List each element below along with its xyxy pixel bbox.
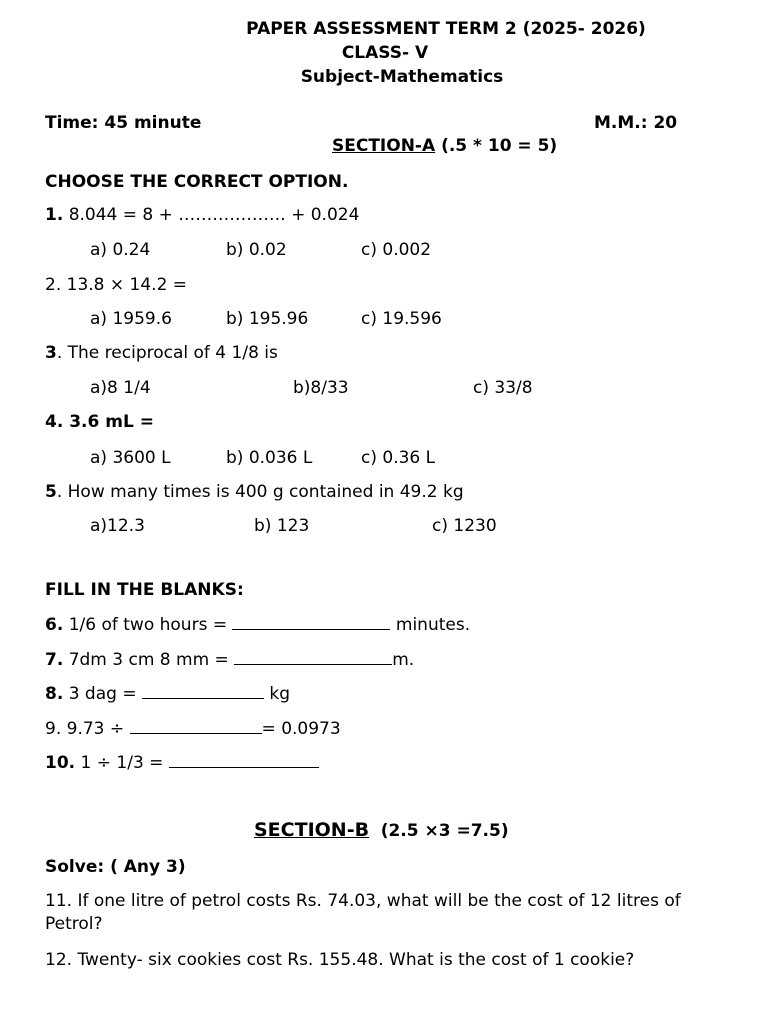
question-7-blank [234, 650, 392, 665]
class-label [0, 43, 768, 63]
question-1-text: 8.044 = 8 + ………………. + 0.024 [63, 205, 360, 225]
question-9-suffix: = 0.0973 [261, 719, 341, 739]
question-2-text: 13.8 × 14.2 = [61, 275, 188, 295]
max-marks-label: M.M.: 20 [594, 113, 678, 133]
section-a-marks: (.5 * 10 = 5) [441, 136, 558, 156]
question-9-text: 9.73 ÷ [61, 719, 130, 739]
question-9-number: 9. [45, 719, 62, 739]
fill-blanks-heading: FILL IN THE BLANKS: [45, 580, 244, 600]
question-2-number: 2. [45, 275, 62, 295]
question-11-line-2: Petrol? [45, 914, 103, 934]
question-8-number: 8. [45, 684, 64, 704]
question-9-blank [130, 719, 262, 734]
paper-title [0, 19, 768, 39]
question-8 [45, 684, 290, 704]
section-b-instruction: Solve: ( Any 3) [45, 857, 186, 877]
section-a-heading [332, 136, 557, 156]
question-7-text: 7dm 3 cm 8 mm = [63, 650, 235, 670]
question-1-number: 1. [45, 205, 64, 225]
section-b-heading [248, 819, 509, 842]
section-b-marks: (2.5 ×3 =7.5) [380, 821, 509, 841]
question-5-number: 5 [45, 482, 57, 502]
question-10 [45, 753, 319, 773]
question-2 [45, 275, 187, 295]
class-text: CLASS- V [341, 43, 429, 63]
question-5 [45, 482, 464, 502]
section-a-title: SECTION-A [332, 136, 436, 156]
question-3 [45, 343, 278, 363]
section-a-instruction: CHOOSE THE CORRECT OPTION. [45, 172, 349, 192]
question-6 [45, 615, 470, 635]
question-8-text: 3 dag = [63, 684, 142, 704]
q3-option-c: c) 33/8 [473, 378, 533, 398]
question-3-text: . The reciprocal of 4 1/8 is [56, 343, 278, 363]
question-9 [45, 719, 341, 739]
question-12: 12. Twenty- six cookies cost Rs. 155.48. What is the cost of 1 cookie? [45, 950, 635, 970]
q1-option-a: a) 0.24 [90, 240, 151, 260]
q5-option-c: c) 1230 [432, 516, 497, 536]
q4-option-a: a) 3600 L [90, 448, 171, 468]
q4-option-c: c) 0.36 L [361, 448, 436, 468]
q5-option-a: a)12.3 [90, 516, 145, 536]
q3-option-b: b)8/33 [293, 378, 349, 398]
question-6-number: 6. [45, 615, 64, 635]
q2-option-a: a) 1959.6 [90, 309, 172, 329]
question-7-suffix: m. [392, 650, 415, 670]
question-1 [45, 205, 359, 225]
question-3-number: 3 [45, 343, 57, 363]
question-11-line-1: 11. If one litre of petrol costs Rs. 74.03, what will be the cost of 12 litres of [45, 891, 681, 911]
question-5-text: . How many times is 400 g contained in 49.2 kg [56, 482, 464, 502]
question-7 [45, 650, 414, 670]
time-label: Time: 45 minute [45, 113, 202, 133]
question-4: 4. 3.6 mL = [45, 412, 154, 432]
question-7-number: 7. [45, 650, 64, 670]
question-6-blank [232, 615, 390, 630]
q2-option-b: b) 195.96 [226, 309, 309, 329]
q2-option-c: c) 19.596 [361, 309, 442, 329]
question-10-blank [169, 753, 319, 768]
paper-title-text: PAPER ASSESSMENT TERM 2 (2025- 2026) [246, 19, 646, 39]
q3-option-a: a)8 1/4 [90, 378, 151, 398]
q5-option-b: b) 123 [254, 516, 310, 536]
subject-text: Subject-Mathematics [300, 67, 504, 87]
section-b-title: SECTION-B [254, 819, 370, 841]
question-10-text: 1 ÷ 1/3 = [75, 753, 169, 773]
q1-option-c: c) 0.002 [361, 240, 432, 260]
subject-label [0, 67, 768, 87]
question-10-number: 10. [45, 753, 76, 773]
q1-option-b: b) 0.02 [226, 240, 287, 260]
question-6-text: 1/6 of two hours = [63, 615, 233, 635]
question-6-suffix: minutes. [390, 615, 471, 635]
question-8-suffix: kg [263, 684, 291, 704]
q4-option-b: b) 0.036 L [226, 448, 313, 468]
question-8-blank [142, 684, 264, 699]
